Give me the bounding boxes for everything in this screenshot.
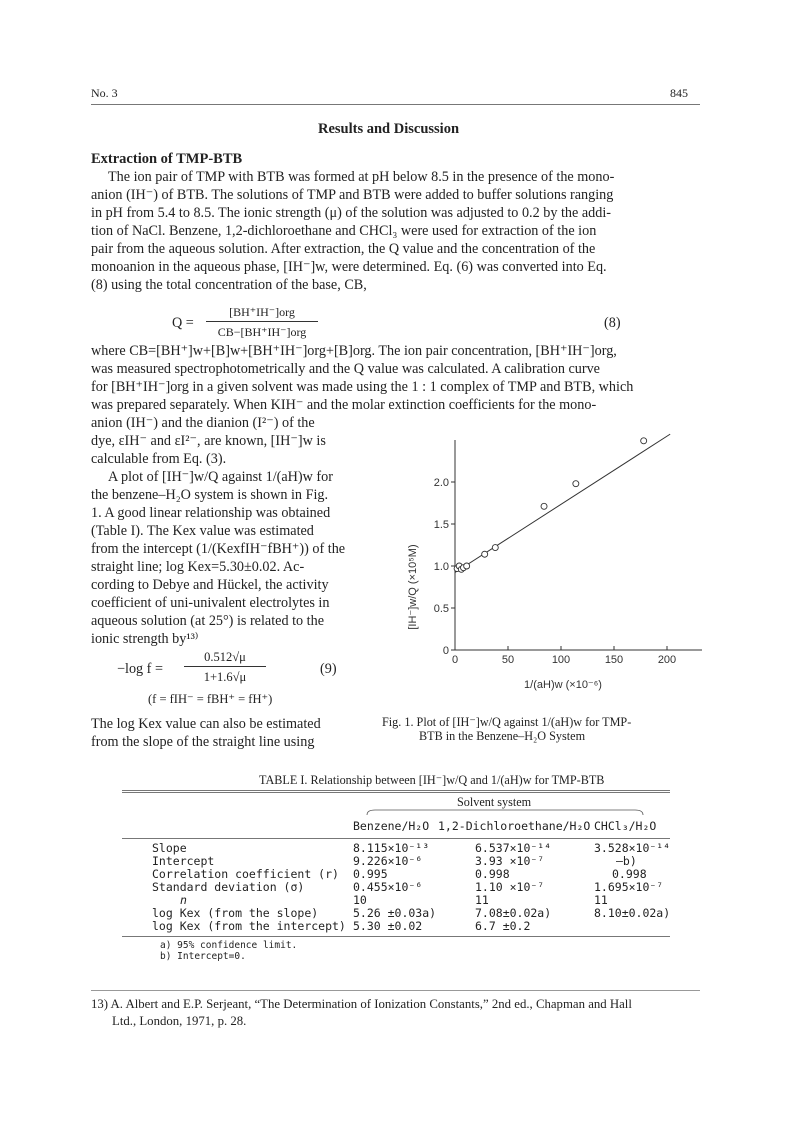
data-points xyxy=(454,438,647,573)
text-line: 1. A good linear relationship was obtained xyxy=(91,505,331,521)
table-body xyxy=(122,842,670,933)
text-line: The ion pair of TMP with BTB was formed at pH below 8.5 in the presence of the mono- xyxy=(108,169,615,185)
text-line: the benzene–H₂O system is shown in Fig. xyxy=(91,487,329,503)
caption-line: BTB in the Benzene–H₂O System xyxy=(419,729,586,743)
cell: 3.93 ×10⁻⁷ xyxy=(475,854,545,868)
row-label: Intercept xyxy=(152,854,215,868)
data-point xyxy=(492,545,498,551)
y-axis-label: [IH⁻]w/Q (×10⁵M) xyxy=(407,544,419,630)
text-line: pair from the aqueous solution. After extraction, the Q value and the concentration of the xyxy=(91,241,596,257)
eq9-denominator: 1+1.6√μ xyxy=(203,670,247,684)
text-line: aqueous solution (at 25°) is related to the xyxy=(91,613,325,629)
row-label: n xyxy=(180,893,187,907)
text-line: dye, εIH⁻ and εI²⁻, are known, [IH⁻]w is xyxy=(91,433,326,449)
eq9-number: (9) xyxy=(320,661,337,677)
cell: 0.998 xyxy=(475,867,510,881)
x-axis-label: 1/(aH)w (×10⁻⁶) xyxy=(524,679,602,691)
y-ticks xyxy=(434,477,455,657)
text-line: from the intercept (1/(KexfIH⁻fBH⁺)) of the xyxy=(91,541,346,557)
x-tick-label: 50 xyxy=(501,654,515,666)
cell: —b) xyxy=(616,854,637,868)
cell: 6.7 ±0.2 xyxy=(475,919,531,933)
table-row xyxy=(122,920,670,933)
data-point xyxy=(482,551,488,557)
x-tick-label: 0 xyxy=(451,654,459,666)
header-rule xyxy=(91,104,700,105)
cell: 6.537×10⁻¹⁴ xyxy=(475,841,552,855)
figure-1-plot xyxy=(395,432,715,702)
cell: 11 xyxy=(475,893,489,907)
cell: 0.998 xyxy=(612,867,647,881)
row-label: Standard deviation (σ) xyxy=(152,880,305,894)
eq8-denominator: CB−[BH⁺IH⁻]org xyxy=(217,325,307,339)
x-tick-label: 150 xyxy=(604,654,624,666)
data-point xyxy=(641,438,647,444)
text-line: straight line; log Kex=5.30±0.02. Ac- xyxy=(91,559,305,575)
text-line: monoanion in the aqueous phase, [IH⁻]w, were determined. Eq. (6) was converted into Eq. xyxy=(91,259,607,275)
col-header-dichloroethane: 1,2-Dichloroethane/H₂O xyxy=(438,819,591,833)
text-line: for [BH⁺IH⁻]org in a given solvent was made using the 1 : 1 complex of TMP and BTB, which xyxy=(91,379,634,395)
reference-line: Ltd., London, 1971, p. 28. xyxy=(112,1014,247,1028)
x-tick-label: 100 xyxy=(551,654,571,666)
eq8-numerator: [BH⁺IH⁻]org xyxy=(229,305,295,319)
data-point xyxy=(541,503,547,509)
col-header-benzene: Benzene/H₂O xyxy=(353,819,430,833)
table-title: TABLE I. Relationship between [IH⁻]w/Q and 1/(aH)w for TMP-BTB xyxy=(259,773,605,787)
row-label: Correlation coefficient (r) xyxy=(152,867,339,881)
text-line: from the slope of the straight line using xyxy=(91,734,315,750)
journal-issue: No. 3 xyxy=(91,86,118,100)
caption-line: Fig. 1. Plot of [IH⁻]w/Q against 1/(aH)w for TMP- xyxy=(382,715,632,729)
eq9-lhs: −log f = xyxy=(117,661,163,677)
table-header-rule xyxy=(122,838,670,839)
cell: 0.455×10⁻⁶ xyxy=(353,880,423,894)
data-point xyxy=(464,563,470,569)
x-ticks xyxy=(452,646,676,666)
subheading: Extraction of TMP-BTB xyxy=(91,151,243,167)
eq8-lhs: Q = xyxy=(172,315,194,331)
eq9-fraction-bar xyxy=(184,666,266,667)
y-tick-label: 1.0 xyxy=(433,561,449,573)
eq8-number: (8) xyxy=(604,315,621,331)
text-line: was prepared separately. When KIH⁻ and the molar extinction coefficients for the mono- xyxy=(91,397,597,413)
text-line: cording to Debye and Hückel, the activity xyxy=(91,577,329,593)
reference-line: 13) A. Albert and E.P. Serjeant, “The Determination of Ionization Constants,” 2nd ed., Chapman and Hall xyxy=(91,997,632,1011)
text-line: A plot of [IH⁻]w/Q against 1/(aH)w for xyxy=(108,469,333,485)
text-line: in pH from 5.4 to 8.5. The ionic strength (μ) of the solution was adjusted to 0.2 by the addi- xyxy=(91,205,611,221)
footnote-rule xyxy=(91,990,700,991)
row-label: log Kex (from the intercept) xyxy=(152,919,346,933)
cell: 9.226×10⁻⁶ xyxy=(353,854,423,868)
cell: 0.995 xyxy=(353,867,388,881)
col-header-chcl3: CHCl₃/H₂O xyxy=(594,819,657,833)
footnote: b) Intercept=0. xyxy=(160,951,246,962)
cell: 1.695×10⁻⁷ xyxy=(594,880,664,894)
text-line: tion of NaCl. Benzene, 1,2-dichloroethane and CHCl₃ were used for extraction of the ion xyxy=(91,223,597,239)
section-title: Results and Discussion xyxy=(318,121,460,137)
y-tick-label: 1.5 xyxy=(433,519,449,531)
x-tick-label: 200 xyxy=(657,654,677,666)
table-top-rule xyxy=(122,790,670,791)
text-line: calculable from Eq. (3). xyxy=(91,451,227,467)
group-brace xyxy=(365,808,645,816)
solvent-system-header: Solvent system xyxy=(457,795,532,809)
text-line: anion (IH⁻) and the dianion (I²⁻) of the xyxy=(91,415,315,431)
paragraph-1 xyxy=(91,168,614,294)
reference-13 xyxy=(91,996,632,1030)
fit-line xyxy=(455,434,670,572)
cell: 11 xyxy=(594,893,608,907)
text-line: where CB=[BH⁺]w+[B]w+[BH⁺IH⁻]org+[B]org. The ion pair concentration, [BH⁺IH⁻]org, xyxy=(91,343,617,359)
table-row xyxy=(122,881,670,894)
eq9-numerator: 0.512√μ xyxy=(204,650,246,664)
row-label: Slope xyxy=(152,841,187,855)
page-number: 845 xyxy=(670,86,688,100)
cell: 3.528×10⁻¹⁴ xyxy=(594,841,671,855)
cell: 8.115×10⁻¹³ xyxy=(353,841,430,855)
paragraph-4 xyxy=(91,715,321,751)
cell: 10 xyxy=(353,893,367,907)
row-label: log Kex (from the slope) xyxy=(152,906,319,920)
y-tick-label: 2.0 xyxy=(433,477,449,489)
paragraph-3 xyxy=(91,468,345,648)
y-tick-label: 0.5 xyxy=(433,603,449,615)
eq8-fraction-bar xyxy=(206,321,318,322)
y-tick-label: 0 xyxy=(442,645,449,657)
table-bottom-rule xyxy=(122,936,670,937)
data-point xyxy=(573,481,579,487)
cell: 1.10 ×10⁻⁷ xyxy=(475,880,545,894)
cell: 8.10±0.02a) xyxy=(594,906,671,920)
table-top-rule-2 xyxy=(122,792,670,793)
table-footnotes xyxy=(160,940,297,962)
cell: 5.30 ±0.02 xyxy=(353,919,423,933)
text-line: ionic strength by¹³⁾ xyxy=(91,631,199,647)
text-line: The log Kex value can also be estimated xyxy=(91,716,321,732)
text-line: was measured spectrophotometrically and the Q value was calculated. A calibration curve xyxy=(91,361,600,377)
cell: 7.08±0.02a) xyxy=(475,906,552,920)
eq9-note: (f = fIH⁻ = fBH⁺ = fH⁺) xyxy=(148,692,273,706)
figure-caption xyxy=(382,715,631,743)
cell: 5.26 ±0.03a) xyxy=(353,906,437,920)
text-line: anion (IH⁻) of BTB. The solutions of TMP and BTB were added to buffer solutions ranging xyxy=(91,187,614,203)
footnote: a) 95% confidence limit. xyxy=(160,940,298,951)
text-line: (Table I). The Kex value was estimated xyxy=(91,523,314,539)
text-line: coefficient of uni-univalent electrolytes in xyxy=(91,595,330,611)
text-line: (8) using the total concentration of the base, CB, xyxy=(91,277,367,293)
